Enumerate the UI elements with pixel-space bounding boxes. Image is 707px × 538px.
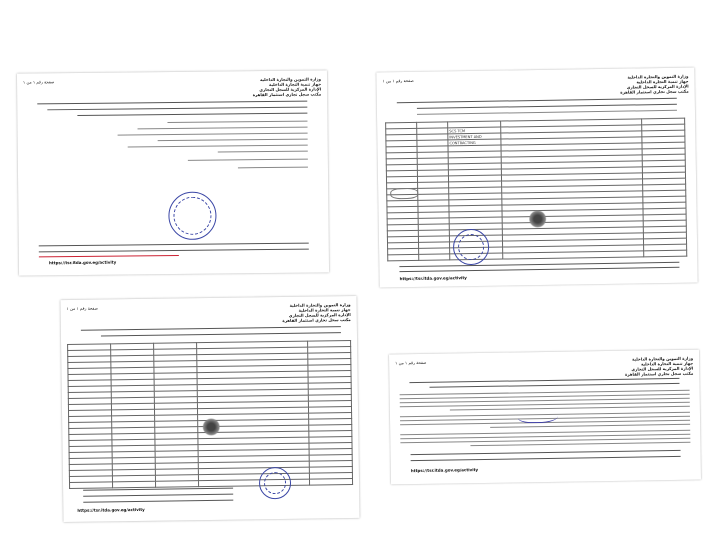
verification-url[interactable]: https://tsr.itda.gov.eg/activity xyxy=(77,506,145,513)
text-line xyxy=(47,107,307,111)
text-line xyxy=(490,424,690,428)
header-block xyxy=(253,76,322,97)
pencil-circle-annotation xyxy=(390,188,418,199)
company-name-line: SCS TCM xyxy=(448,127,501,134)
official-stamp xyxy=(168,192,217,241)
text-line xyxy=(411,456,681,462)
page-label: صفحة رقم ١ من ١ xyxy=(66,305,98,311)
text-line xyxy=(77,113,307,117)
page-label: صفحة رقم ١ من ١ xyxy=(382,77,414,84)
text-line xyxy=(128,145,308,148)
header-line: الإدارة المركزية للسجل التجاري xyxy=(288,312,351,318)
text-line xyxy=(83,500,233,503)
text-line xyxy=(238,167,308,169)
eagle-emblem-icon xyxy=(202,418,220,436)
header-line: الإدارة المركزية للسجل التجاري xyxy=(631,365,694,372)
text-line xyxy=(188,159,308,161)
text-line xyxy=(81,326,341,331)
verification-url[interactable]: https://tsr.itda.gov.eg/activity xyxy=(399,275,467,282)
company-name-line: CONTRACTING xyxy=(448,139,501,146)
verification-url[interactable]: https://tsr.itda.gov.eg/activity xyxy=(410,467,479,474)
company-name-line: INVESTMENT AND xyxy=(448,133,501,140)
header-line: جهاز تنمية التجارة الداخلية xyxy=(298,307,351,313)
official-stamp xyxy=(259,467,291,499)
text-line xyxy=(417,110,677,115)
page-label: صفحة رقم ١ من ١ xyxy=(395,359,427,366)
document-bottom-left xyxy=(60,296,359,522)
header-line: مكتب سجل تجاري استثمار القاهرة xyxy=(252,91,322,98)
header-block xyxy=(620,74,689,95)
header-line: مكتب سجل تجاري استثمار القاهرة xyxy=(620,88,689,95)
header-block xyxy=(625,356,694,377)
header-line: جهاز تنمية التجارة الداخلية xyxy=(636,78,689,85)
text-line xyxy=(399,267,679,273)
header-line: الإدارة المركزية للسجل التجاري xyxy=(259,86,322,93)
header-line: مكتب سجل تجاري استثمار القاهرة xyxy=(282,317,351,323)
text-line xyxy=(39,243,309,247)
document-top-left xyxy=(17,70,329,275)
header-line: وزارة التموين والتجارة الداخلية xyxy=(289,302,351,308)
text-line xyxy=(138,127,308,130)
header-line: مكتب سجل تجاري استثمار القاهرة xyxy=(624,370,694,377)
text-line xyxy=(101,332,341,337)
record-table xyxy=(67,340,353,489)
text-line xyxy=(411,450,681,456)
text-line xyxy=(39,249,309,253)
text-line xyxy=(417,104,677,109)
text-line xyxy=(158,139,308,142)
page-label: صفحة رقم ١ من ١ xyxy=(23,79,55,85)
text-line xyxy=(37,101,307,105)
document-bottom-right xyxy=(389,350,701,485)
document-top-right xyxy=(376,68,697,288)
header-line: وزارة التموين والتجارة الداخلية xyxy=(627,73,689,80)
header-block xyxy=(282,302,351,323)
text-line xyxy=(470,442,690,446)
eagle-emblem-icon xyxy=(529,210,547,228)
header-line: وزارة التموين والتجارة الداخلية xyxy=(632,355,694,362)
text-line xyxy=(167,121,307,123)
text-line xyxy=(430,383,680,388)
verification-url[interactable]: https://tsr.itda.gov.eg/activity xyxy=(48,259,117,266)
text-line xyxy=(218,151,308,153)
header-line: جهاز تنمية التجارة الداخلية xyxy=(268,81,322,87)
text-line xyxy=(83,494,233,497)
record-table xyxy=(385,118,687,262)
text-line xyxy=(450,406,690,411)
header-line: جهاز تنمية التجارة الداخلية xyxy=(641,360,694,367)
annotation-line xyxy=(39,255,179,257)
text-line xyxy=(397,98,677,104)
header-line: الإدارة المركزية للسجل التجاري xyxy=(626,83,689,90)
header-line: وزارة التموين والتجارة الداخلية xyxy=(260,76,322,83)
text-line xyxy=(118,133,308,136)
